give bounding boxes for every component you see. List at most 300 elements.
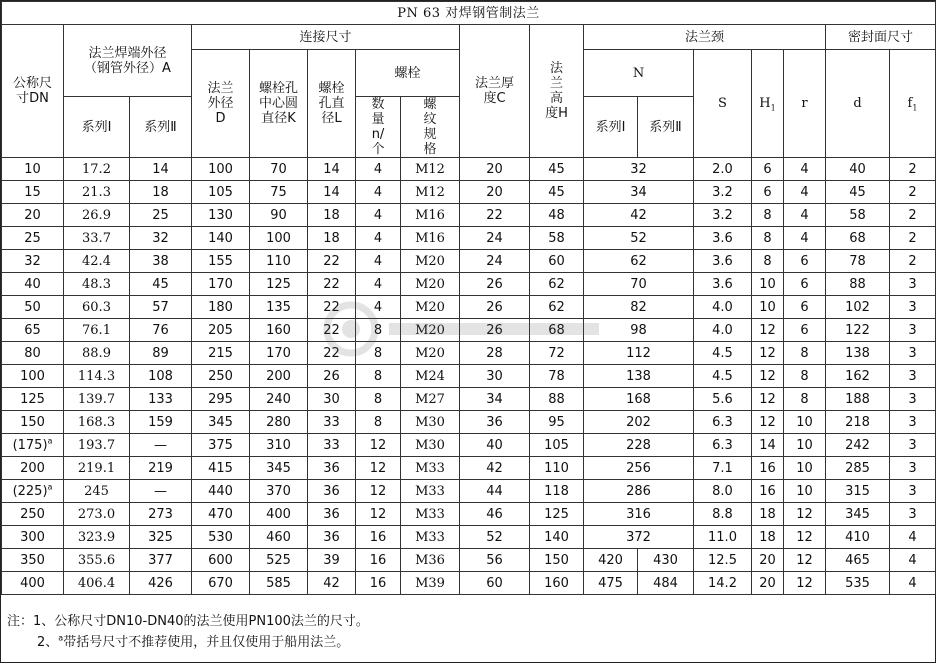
header-l: 螺栓孔直径L (308, 50, 356, 158)
header-h1 (752, 50, 784, 158)
cell-h: 58 (530, 227, 584, 250)
cell-seal-f1: 3 (890, 342, 936, 365)
cell-a-series2: 57 (130, 296, 192, 319)
header-seal-d: d (826, 50, 890, 158)
cell-n-series2: 484 (638, 572, 694, 595)
cell-seal-d: 315 (826, 480, 890, 503)
table-row (2, 572, 936, 595)
cell-l: 39 (308, 549, 356, 572)
cell-seal-d: 410 (826, 526, 890, 549)
table-row (2, 526, 936, 549)
cell-h1: 10 (752, 273, 784, 296)
cell-h1: 8 (752, 204, 784, 227)
header-c: 法兰厚度C (460, 25, 530, 158)
cell-c: 60 (460, 572, 530, 595)
header-bolt-qty: 数量n/个 (356, 97, 401, 158)
cell-n: 168 (584, 388, 694, 411)
cell-h1: 12 (752, 365, 784, 388)
cell-bolt-thread: M12 (401, 181, 460, 204)
cell-k: 110 (250, 250, 308, 273)
cell-l: 36 (308, 526, 356, 549)
cell-k: 240 (250, 388, 308, 411)
cell-h1: 16 (752, 480, 784, 503)
cell-d-outer: 140 (192, 227, 250, 250)
cell-a-series2: — (130, 480, 192, 503)
cell-h1: 20 (752, 572, 784, 595)
cell-h1: 12 (752, 342, 784, 365)
cell-seal-f1: 2 (890, 227, 936, 250)
cell-k: 160 (250, 319, 308, 342)
cell-h1: 14 (752, 434, 784, 457)
cell-c: 34 (460, 388, 530, 411)
cell-dn (2, 411, 64, 434)
cell-dn (2, 273, 64, 296)
cell-n-series2: 430 (638, 549, 694, 572)
cell-r: 8 (784, 388, 826, 411)
cell-a-series2: 18 (130, 181, 192, 204)
cell-c: 24 (460, 227, 530, 250)
cell-l: 42 (308, 572, 356, 595)
cell-l: 36 (308, 503, 356, 526)
cell-dn-value: 65 (24, 322, 41, 338)
cell-seal-d: 102 (826, 296, 890, 319)
cell-d-outer: 205 (192, 319, 250, 342)
cell-n: 372 (584, 526, 694, 549)
header-dn: 公称尺寸DN (2, 25, 64, 158)
cell-s: 8.8 (694, 503, 752, 526)
cell-a-series1: 219.1 (64, 457, 130, 480)
cell-s: 5.6 (694, 388, 752, 411)
cell-a-series2: 325 (130, 526, 192, 549)
cell-h: 160 (530, 572, 584, 595)
cell-a-series2: 219 (130, 457, 192, 480)
cell-a-series2: 159 (130, 411, 192, 434)
cell-k: 135 (250, 296, 308, 319)
cell-a-series2: 89 (130, 342, 192, 365)
cell-l: 33 (308, 434, 356, 457)
cell-h: 88 (530, 388, 584, 411)
table-body (2, 158, 936, 595)
cell-n: 286 (584, 480, 694, 503)
cell-seal-f1: 3 (890, 273, 936, 296)
cell-dn (2, 457, 64, 480)
cell-bolt-qty: 12 (356, 457, 401, 480)
cell-seal-d: 122 (826, 319, 890, 342)
header-h: 法兰高度H (530, 25, 584, 158)
header-bolt: 螺栓 (356, 50, 460, 97)
cell-d-outer: 155 (192, 250, 250, 273)
cell-r: 4 (784, 181, 826, 204)
cell-h: 125 (530, 503, 584, 526)
cell-a-series2: 14 (130, 158, 192, 181)
note-2 (7, 632, 927, 653)
header-n-series1: 系列Ⅰ (584, 97, 638, 158)
cell-seal-f1: 3 (890, 296, 936, 319)
cell-seal-d: 345 (826, 503, 890, 526)
cell-n: 228 (584, 434, 694, 457)
cell-bolt-thread: M16 (401, 227, 460, 250)
cell-bolt-thread: M20 (401, 319, 460, 342)
cell-r: 10 (784, 480, 826, 503)
cell-bolt-thread: M24 (401, 365, 460, 388)
cell-a-series2: 25 (130, 204, 192, 227)
cell-bolt-qty: 4 (356, 296, 401, 319)
cell-seal-f1: 3 (890, 319, 936, 342)
cell-h1: 12 (752, 319, 784, 342)
cell-a-series2: 426 (130, 572, 192, 595)
cell-a-series2: 108 (130, 365, 192, 388)
cell-d-outer: 215 (192, 342, 250, 365)
cell-k: 90 (250, 204, 308, 227)
header-a: 法兰焊端外径（钢管外径）A (64, 25, 192, 97)
cell-n: 70 (584, 273, 694, 296)
cell-a-series2: — (130, 434, 192, 457)
cell-l: 26 (308, 365, 356, 388)
cell-k: 75 (250, 181, 308, 204)
cell-dn (2, 572, 64, 595)
cell-d-outer: 375 (192, 434, 250, 457)
cell-h1: 20 (752, 549, 784, 572)
cell-bolt-qty: 4 (356, 204, 401, 227)
cell-seal-d: 242 (826, 434, 890, 457)
table-row (2, 411, 936, 434)
cell-bolt-thread: M33 (401, 457, 460, 480)
cell-k: 525 (250, 549, 308, 572)
cell-h1: 10 (752, 296, 784, 319)
cell-bolt-qty: 4 (356, 158, 401, 181)
cell-seal-d: 535 (826, 572, 890, 595)
cell-d-outer: 440 (192, 480, 250, 503)
cell-n-series1: 420 (584, 549, 638, 572)
cell-seal-f1: 3 (890, 434, 936, 457)
cell-bolt-thread: M36 (401, 549, 460, 572)
cell-h1: 18 (752, 503, 784, 526)
cell-d-outer: 600 (192, 549, 250, 572)
cell-s: 14.2 (694, 572, 752, 595)
cell-bolt-qty: 4 (356, 181, 401, 204)
cell-r: 10 (784, 457, 826, 480)
cell-s: 12.5 (694, 549, 752, 572)
cell-dn-value: 32 (24, 253, 41, 269)
cell-c: 20 (460, 181, 530, 204)
cell-d-outer: 415 (192, 457, 250, 480)
header-h1-sub: 1 (770, 103, 776, 113)
cell-seal-f1: 3 (890, 503, 936, 526)
cell-h1: 12 (752, 411, 784, 434)
cell-seal-f1: 2 (890, 158, 936, 181)
cell-seal-d: 40 (826, 158, 890, 181)
cell-l: 33 (308, 411, 356, 434)
cell-r: 12 (784, 549, 826, 572)
cell-n: 52 (584, 227, 694, 250)
cell-c: 36 (460, 411, 530, 434)
cell-bolt-qty: 16 (356, 549, 401, 572)
cell-a-series1: 88.9 (64, 342, 130, 365)
cell-seal-d: 68 (826, 227, 890, 250)
cell-dn-value: 20 (24, 207, 41, 223)
cell-c: 24 (460, 250, 530, 273)
cell-a-series2: 133 (130, 388, 192, 411)
table-header (2, 2, 936, 158)
cell-d-outer: 345 (192, 411, 250, 434)
cell-k: 345 (250, 457, 308, 480)
cell-d-outer: 530 (192, 526, 250, 549)
cell-c: 26 (460, 273, 530, 296)
cell-d-outer: 670 (192, 572, 250, 595)
cell-seal-f1: 3 (890, 365, 936, 388)
cell-c: 22 (460, 204, 530, 227)
header-r: r (784, 50, 826, 158)
table-row (2, 181, 936, 204)
cell-dn-value: 40 (24, 276, 41, 292)
table-row (2, 273, 936, 296)
cell-h: 48 (530, 204, 584, 227)
cell-dn (2, 204, 64, 227)
cell-k: 125 (250, 273, 308, 296)
cell-l: 22 (308, 319, 356, 342)
table-row (2, 365, 936, 388)
cell-s: 4.0 (694, 319, 752, 342)
cell-bolt-qty: 4 (356, 250, 401, 273)
cell-a-series2: 273 (130, 503, 192, 526)
cell-k: 100 (250, 227, 308, 250)
table-row (2, 388, 936, 411)
cell-r: 12 (784, 503, 826, 526)
cell-h: 95 (530, 411, 584, 434)
cell-dn-value: 10 (24, 161, 41, 177)
cell-l: 22 (308, 296, 356, 319)
cell-seal-f1: 3 (890, 388, 936, 411)
cell-dn (2, 503, 64, 526)
cell-s: 4.5 (694, 365, 752, 388)
cell-a-series1: 42.4 (64, 250, 130, 273)
cell-dn-value: 25 (24, 230, 41, 246)
cell-h: 60 (530, 250, 584, 273)
cell-c: 52 (460, 526, 530, 549)
table-row (2, 549, 936, 572)
cell-r: 8 (784, 365, 826, 388)
cell-bolt-qty: 4 (356, 273, 401, 296)
cell-d-outer: 170 (192, 273, 250, 296)
cell-bolt-qty: 12 (356, 480, 401, 503)
cell-a-series1: 76.1 (64, 319, 130, 342)
cell-dn-value: 350 (20, 552, 45, 568)
cell-dn-value: 150 (20, 414, 45, 430)
cell-dn-footnote: a (47, 482, 53, 492)
cell-h: 105 (530, 434, 584, 457)
cell-c: 56 (460, 549, 530, 572)
cell-r: 12 (784, 526, 826, 549)
cell-seal-f1: 4 (890, 526, 936, 549)
cell-n: 316 (584, 503, 694, 526)
cell-l: 18 (308, 204, 356, 227)
header-f1-label: f (907, 96, 913, 111)
cell-c: 26 (460, 319, 530, 342)
cell-bolt-thread: M20 (401, 273, 460, 296)
cell-n: 256 (584, 457, 694, 480)
cell-h1: 18 (752, 526, 784, 549)
header-h1-label: H (759, 96, 771, 111)
cell-dn-value: (175) (12, 437, 48, 453)
cell-d-outer: 295 (192, 388, 250, 411)
cell-s: 6.3 (694, 411, 752, 434)
cell-h: 45 (530, 181, 584, 204)
cell-k: 280 (250, 411, 308, 434)
cell-bolt-qty: 12 (356, 503, 401, 526)
cell-r: 10 (784, 411, 826, 434)
table-row (2, 319, 936, 342)
cell-dn (2, 480, 64, 503)
table-row (2, 457, 936, 480)
cell-seal-f1: 3 (890, 480, 936, 503)
cell-dn (2, 181, 64, 204)
cell-bolt-qty: 12 (356, 434, 401, 457)
cell-a-series1: 48.3 (64, 273, 130, 296)
cell-h1: 8 (752, 227, 784, 250)
cell-h1: 8 (752, 250, 784, 273)
cell-seal-d: 285 (826, 457, 890, 480)
cell-seal-d: 162 (826, 365, 890, 388)
cell-d-outer: 180 (192, 296, 250, 319)
cell-l: 22 (308, 273, 356, 296)
cell-dn-value: 100 (20, 368, 45, 384)
cell-dn-value: 300 (20, 529, 45, 545)
cell-h1: 12 (752, 388, 784, 411)
table-row (2, 204, 936, 227)
cell-bolt-qty: 8 (356, 388, 401, 411)
note-2-text: 带括号尺寸不推荐使用，并且仅使用于船用法兰。 (63, 635, 350, 650)
cell-s: 2.0 (694, 158, 752, 181)
cell-r: 8 (784, 342, 826, 365)
cell-s: 3.2 (694, 204, 752, 227)
cell-n-series1: 475 (584, 572, 638, 595)
cell-k: 370 (250, 480, 308, 503)
cell-seal-f1: 2 (890, 250, 936, 273)
cell-seal-d: 78 (826, 250, 890, 273)
cell-a-series1: 193.7 (64, 434, 130, 457)
cell-bolt-qty: 16 (356, 526, 401, 549)
header-k: 螺栓孔中心圆直径K (250, 50, 308, 158)
cell-r: 4 (784, 227, 826, 250)
cell-bolt-thread: M33 (401, 480, 460, 503)
header-s: S (694, 50, 752, 158)
table-row (2, 158, 936, 181)
cell-s: 4.0 (694, 296, 752, 319)
cell-a-series1: 355.6 (64, 549, 130, 572)
note-2-prefix: 2、 (37, 635, 59, 650)
cell-seal-d: 58 (826, 204, 890, 227)
cell-s: 3.6 (694, 273, 752, 296)
header-n-series2: 系列Ⅱ (638, 97, 694, 158)
cell-bolt-qty: 8 (356, 365, 401, 388)
cell-bolt-qty: 8 (356, 411, 401, 434)
cell-dn-footnote: a (47, 436, 53, 446)
cell-n: 42 (584, 204, 694, 227)
table-row (2, 342, 936, 365)
cell-c: 44 (460, 480, 530, 503)
header-a-series2: 系列Ⅱ (130, 97, 192, 158)
header-connection: 连接尺寸 (192, 25, 460, 50)
cell-dn-value: 250 (20, 506, 45, 522)
cell-dn-value: 400 (20, 575, 45, 591)
cell-dn (2, 434, 64, 457)
cell-h1: 6 (752, 158, 784, 181)
cell-dn-value: 80 (24, 345, 41, 361)
cell-k: 310 (250, 434, 308, 457)
cell-dn (2, 342, 64, 365)
cell-bolt-qty: 4 (356, 227, 401, 250)
cell-a-series1: 21.3 (64, 181, 130, 204)
cell-c: 28 (460, 342, 530, 365)
cell-seal-f1: 3 (890, 411, 936, 434)
cell-c: 40 (460, 434, 530, 457)
cell-h: 62 (530, 296, 584, 319)
cell-d-outer: 100 (192, 158, 250, 181)
cell-r: 12 (784, 572, 826, 595)
cell-h: 110 (530, 457, 584, 480)
cell-n: 138 (584, 365, 694, 388)
cell-bolt-thread: M27 (401, 388, 460, 411)
flange-dimension-table (1, 1, 936, 595)
cell-n: 98 (584, 319, 694, 342)
cell-h: 45 (530, 158, 584, 181)
cell-a-series1: 168.3 (64, 411, 130, 434)
cell-k: 70 (250, 158, 308, 181)
cell-s: 3.6 (694, 227, 752, 250)
cell-seal-f1: 2 (890, 181, 936, 204)
cell-dn (2, 388, 64, 411)
cell-k: 200 (250, 365, 308, 388)
cell-h: 62 (530, 273, 584, 296)
cell-a-series1: 273.0 (64, 503, 130, 526)
cell-r: 10 (784, 434, 826, 457)
table-row (2, 227, 936, 250)
cell-dn (2, 250, 64, 273)
cell-s: 6.3 (694, 434, 752, 457)
header-neck: 法兰颈 (584, 25, 826, 50)
header-n: N (584, 50, 694, 97)
cell-s: 7.1 (694, 457, 752, 480)
notes (7, 611, 927, 653)
cell-l: 18 (308, 227, 356, 250)
header-seal: 密封面尺寸 (826, 25, 936, 50)
header-f1-sub: 1 (912, 103, 918, 113)
cell-r: 6 (784, 273, 826, 296)
cell-seal-f1: 4 (890, 572, 936, 595)
cell-dn (2, 227, 64, 250)
cell-h: 68 (530, 319, 584, 342)
cell-dn-value: 15 (24, 184, 41, 200)
cell-bolt-thread: M30 (401, 411, 460, 434)
cell-a-series1: 406.4 (64, 572, 130, 595)
cell-s: 8.0 (694, 480, 752, 503)
cell-n: 202 (584, 411, 694, 434)
cell-c: 42 (460, 457, 530, 480)
cell-k: 585 (250, 572, 308, 595)
cell-bolt-thread: M16 (401, 204, 460, 227)
cell-dn (2, 526, 64, 549)
cell-r: 6 (784, 296, 826, 319)
cell-a-series2: 377 (130, 549, 192, 572)
cell-seal-f1: 3 (890, 457, 936, 480)
cell-dn (2, 365, 64, 388)
cell-a-series1: 139.7 (64, 388, 130, 411)
cell-seal-f1: 2 (890, 204, 936, 227)
cell-bolt-thread: M12 (401, 158, 460, 181)
cell-s: 4.5 (694, 342, 752, 365)
cell-seal-d: 45 (826, 181, 890, 204)
header-bolt-thread: 螺纹规格 (401, 97, 460, 158)
